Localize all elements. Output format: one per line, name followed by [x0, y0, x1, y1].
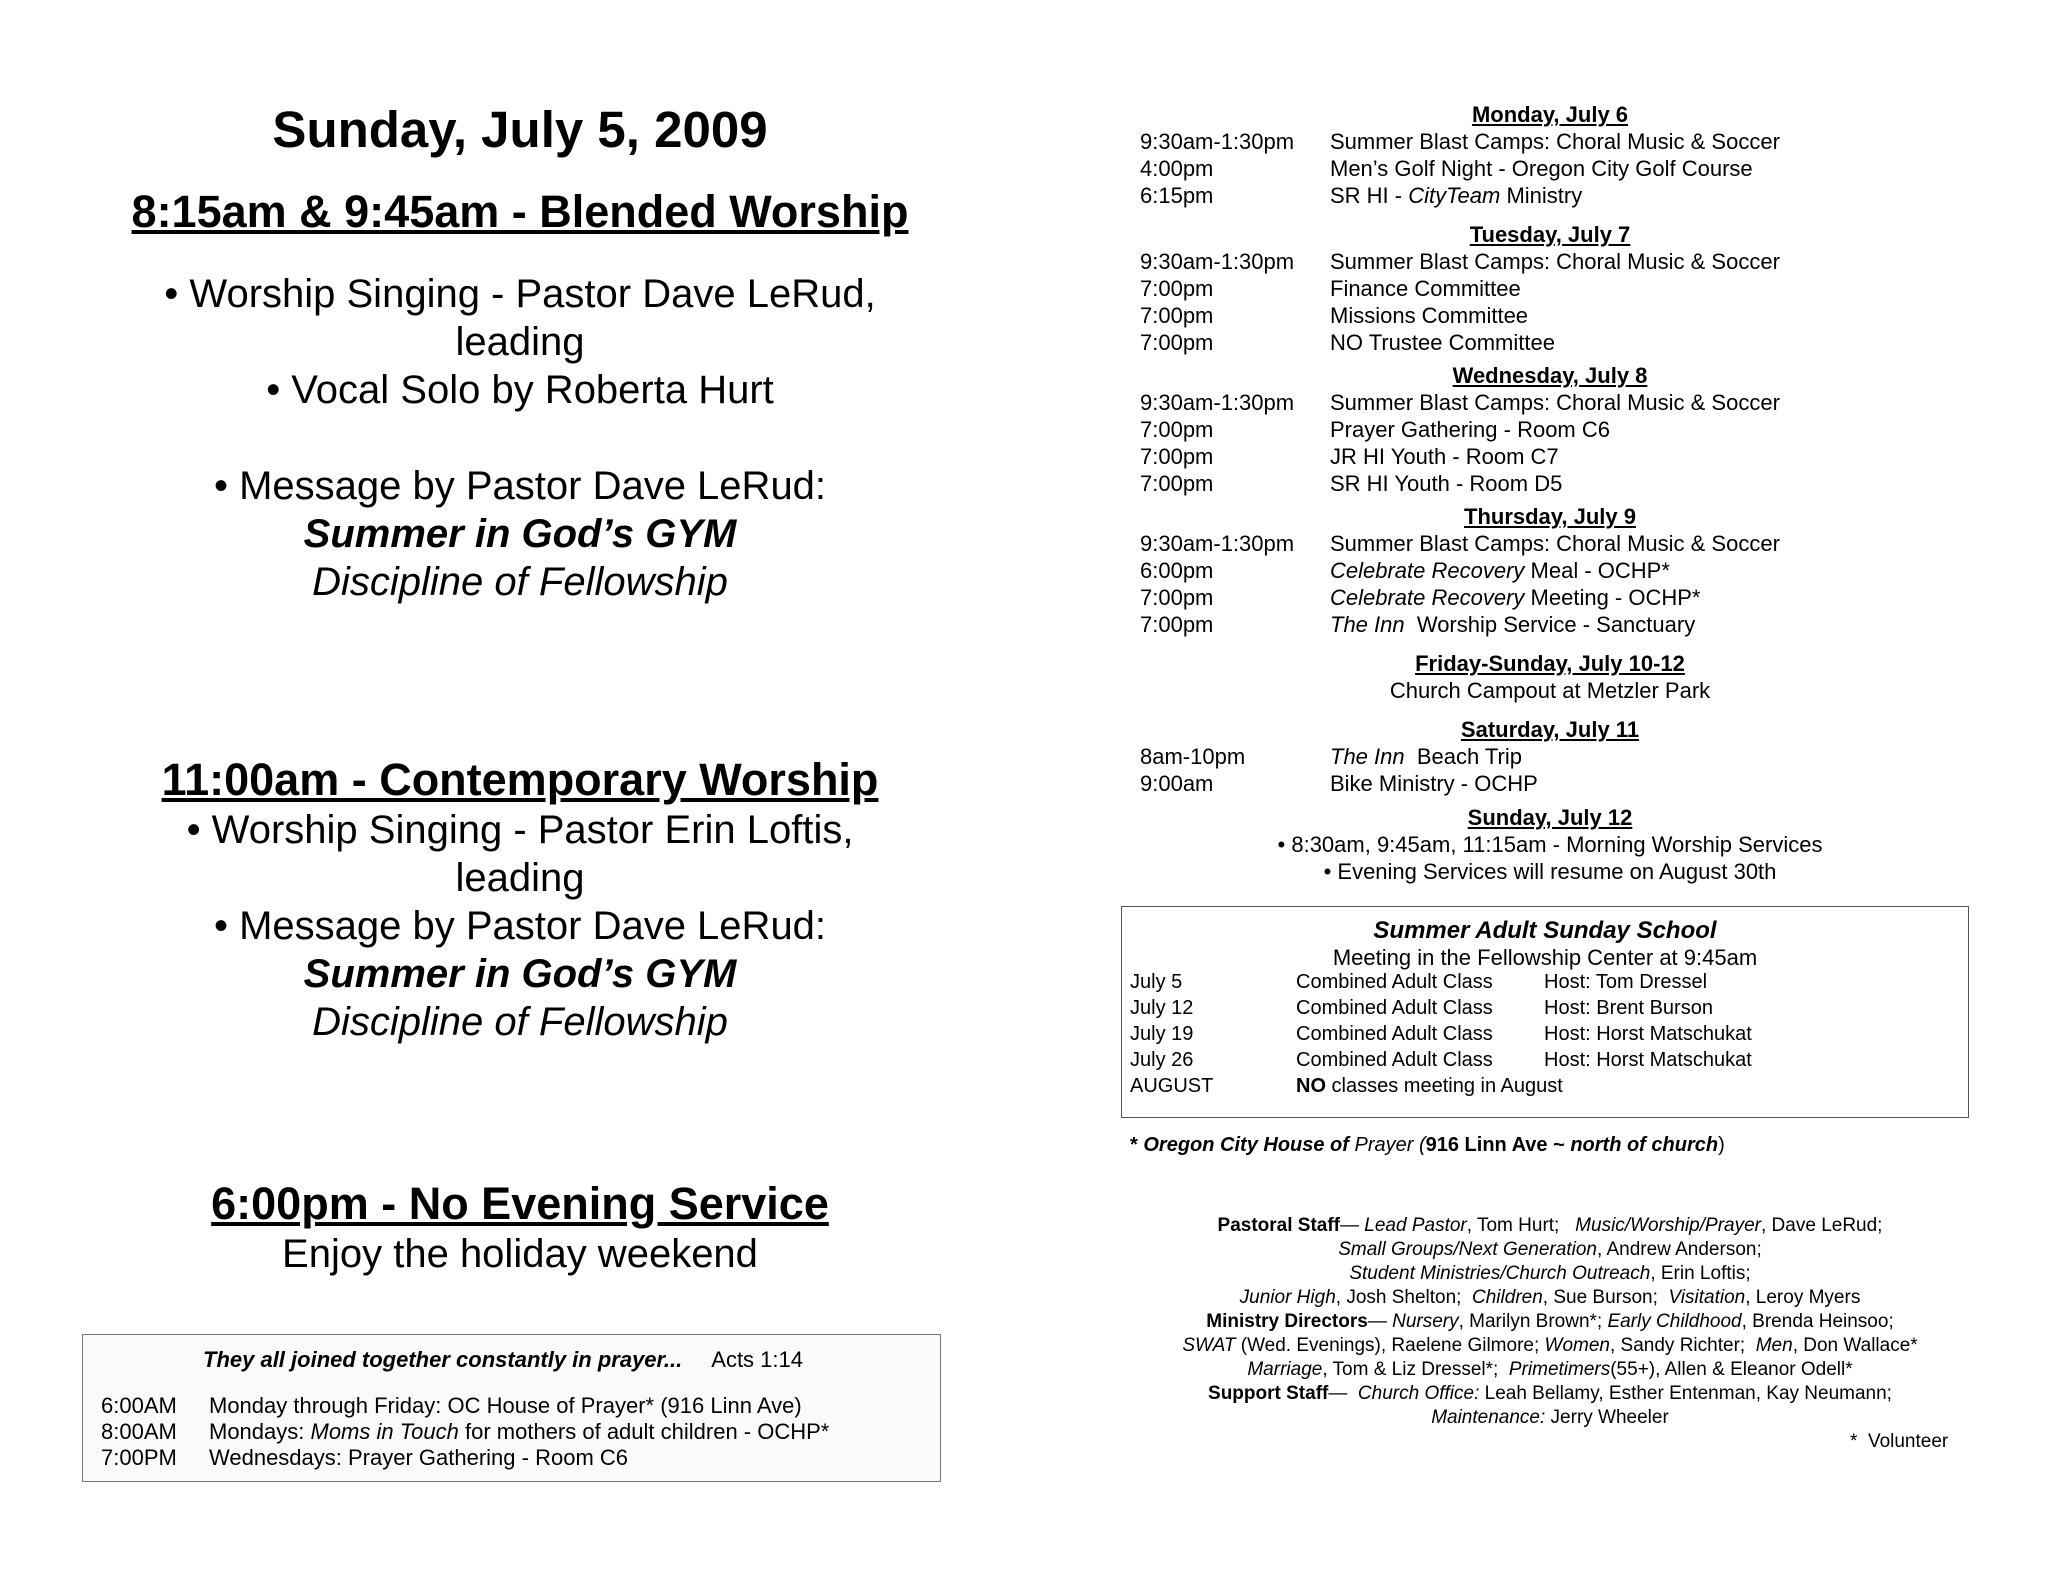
event-row: 7:00pm Missions Committee — [1140, 303, 1529, 328]
staff-line: Junior High, Josh Shelton; Children, Sue Burson; Visitation, Leroy Myers — [1239, 1287, 1861, 1308]
day-heading-saturday: Saturday, July 11 — [1460, 717, 1640, 742]
day-heading-friday-sunday: Friday-Sunday, July 10-12 — [1415, 651, 1685, 676]
page-date-title: Sunday, July 5, 2009 — [272, 101, 768, 158]
event-row: 6:15pm SR HI - CityTeam Ministry — [1140, 183, 1583, 208]
prayer-schedule-box — [82, 1334, 941, 1482]
prayer-row: 7:00PM Wednesdays: Prayer Gathering - Room C6 — [101, 1445, 628, 1470]
event-row: 7:00pm Finance Committee — [1140, 276, 1521, 301]
event-row: 9:30am-1:30pm Summer Blast Camps: Choral Music & Soccer — [1140, 531, 1780, 556]
scripture-reference: Acts 1:14 — [711, 1347, 803, 1372]
day-heading-wednesday: Wednesday, July 8 — [1452, 363, 1648, 388]
school-row: AUGUST NO classes meeting in August — [1130, 1075, 1563, 1097]
service-heading-blended: 8:15am & 9:45am - Blended Worship — [131, 186, 909, 237]
event-row: 7:00pm JR HI Youth - Room C7 — [1140, 444, 1559, 469]
prayer-row: 6:00AM Monday through Friday: OC House of Prayer* (916 Linn Ave) — [101, 1393, 802, 1418]
service-line: leading — [455, 320, 585, 364]
sermon-series-title: Summer in God’s GYM — [303, 512, 737, 556]
event-row: 7:00pm SR HI Youth - Room D5 — [1140, 471, 1563, 496]
day-heading-thursday: Thursday, July 9 — [1464, 504, 1636, 529]
sermon-title: Discipline of Fellowship — [312, 560, 728, 604]
staff-line: Marriage, Tom & Liz Dressel*; Primetimers(55+), Allen & Eleanor Odell* — [1247, 1359, 1853, 1380]
event-row: 7:00pm The Inn Worship Service - Sanctuary — [1140, 612, 1696, 637]
staff-line: Small Groups/Next Generation, Andrew Anderson; — [1338, 1239, 1762, 1260]
staff-line: Ministry Directors— Nursery, Marilyn Brown*; Early Childhood, Brenda Heinsoo; — [1206, 1311, 1894, 1332]
event-row: 6:00pm Celebrate Recovery Meal - OCHP* — [1140, 558, 1670, 583]
evening-subtext: Enjoy the holiday weekend — [282, 1232, 758, 1276]
event-row: 8am-10pm The Inn Beach Trip — [1140, 744, 1522, 769]
day-heading-tuesday: Tuesday, July 7 — [1469, 222, 1631, 247]
event-row: 7:00pm Prayer Gathering - Room C6 — [1140, 417, 1610, 442]
service-line: • Worship Singing - Pastor Dave LeRud, — [164, 272, 876, 316]
event-row: 7:00pm Celebrate Recovery Meeting - OCHP* — [1140, 585, 1701, 610]
service-line: • Vocal Solo by Roberta Hurt — [266, 368, 774, 412]
event-row: 9:30am-1:30pm Summer Blast Camps: Choral Music & Soccer — [1140, 249, 1780, 274]
sermon-title: Discipline of Fellowship — [312, 1000, 728, 1044]
service-line: • Message by Pastor Dave LeRud: — [213, 464, 827, 508]
event-row: 7:00pm NO Trustee Committee — [1140, 330, 1555, 355]
school-row: July 26 Combined Adult Class Host: Horst Matschukat — [1130, 1049, 1752, 1071]
staff-line: SWAT (Wed. Evenings), Raelene Gilmore; Women, Sandy Richter; Men, Don Wallace* — [1182, 1335, 1918, 1356]
event-row: 9:00am Bike Ministry - OCHP — [1140, 771, 1538, 796]
school-row: July 19 Combined Adult Class Host: Horst Matschukat — [1130, 1023, 1752, 1045]
service-line: • Message by Pastor Dave LeRud: — [213, 904, 827, 948]
service-heading-contemporary: 11:00am - Contemporary Worship — [161, 754, 879, 805]
sunday-line: • 8:30am, 9:45am, 11:15am - Morning Worship Services — [1277, 832, 1823, 857]
prayer-row: 8:00AM Mondays: Moms in Touch for mothers of adult children - OCHP* — [101, 1419, 830, 1444]
event-row: 9:30am-1:30pm Summer Blast Camps: Choral Music & Soccer — [1140, 390, 1780, 415]
school-subtitle: Meeting in the Fellowship Center at 9:45am — [1332, 945, 1758, 970]
campout-text: Church Campout at Metzler Park — [1389, 678, 1711, 703]
service-heading-evening: 6:00pm - No Evening Service — [211, 1178, 829, 1229]
staff-line: Pastoral Staff— Lead Pastor, Tom Hurt; Music/Worship/Prayer, Dave LeRud; — [1217, 1215, 1883, 1236]
prayer-quote: They all joined together constantly in prayer... — [203, 1347, 683, 1372]
school-row: July 12 Combined Adult Class Host: Brent Burson — [1130, 997, 1713, 1019]
volunteer-note: * Volunteer — [1850, 1431, 1949, 1452]
sunday-school-box — [1121, 906, 1969, 1118]
service-line: • Worship Singing - Pastor Erin Loftis, — [186, 808, 854, 852]
staff-line: Support Staff— Church Office: Leah Bellamy, Esther Entenman, Kay Neumann; — [1208, 1383, 1892, 1404]
day-heading-sunday: Sunday, July 12 — [1467, 805, 1633, 830]
school-row: July 5 Combined Adult Class Host: Tom Dressel — [1130, 971, 1708, 993]
staff-line: Maintenance: Jerry Wheeler — [1431, 1407, 1669, 1428]
school-title: Summer Adult Sunday School — [1373, 917, 1717, 944]
ochp-footnote: * Oregon City House of Prayer (916 Linn Ave ~ north of church) — [1130, 1134, 1725, 1156]
day-heading-monday: Monday, July 6 — [1471, 102, 1629, 127]
sunday-line: • Evening Services will resume on August 30th — [1323, 859, 1777, 884]
sermon-series-title: Summer in God’s GYM — [303, 952, 737, 996]
event-row: 9:30am-1:30pm Summer Blast Camps: Choral Music & Soccer — [1140, 129, 1780, 154]
event-row: 4:00pm Men’s Golf Night - Oregon City Golf Course — [1140, 156, 1753, 181]
service-line: leading — [455, 856, 585, 900]
staff-line: Student Ministries/Church Outreach, Erin Loftis; — [1349, 1263, 1751, 1284]
